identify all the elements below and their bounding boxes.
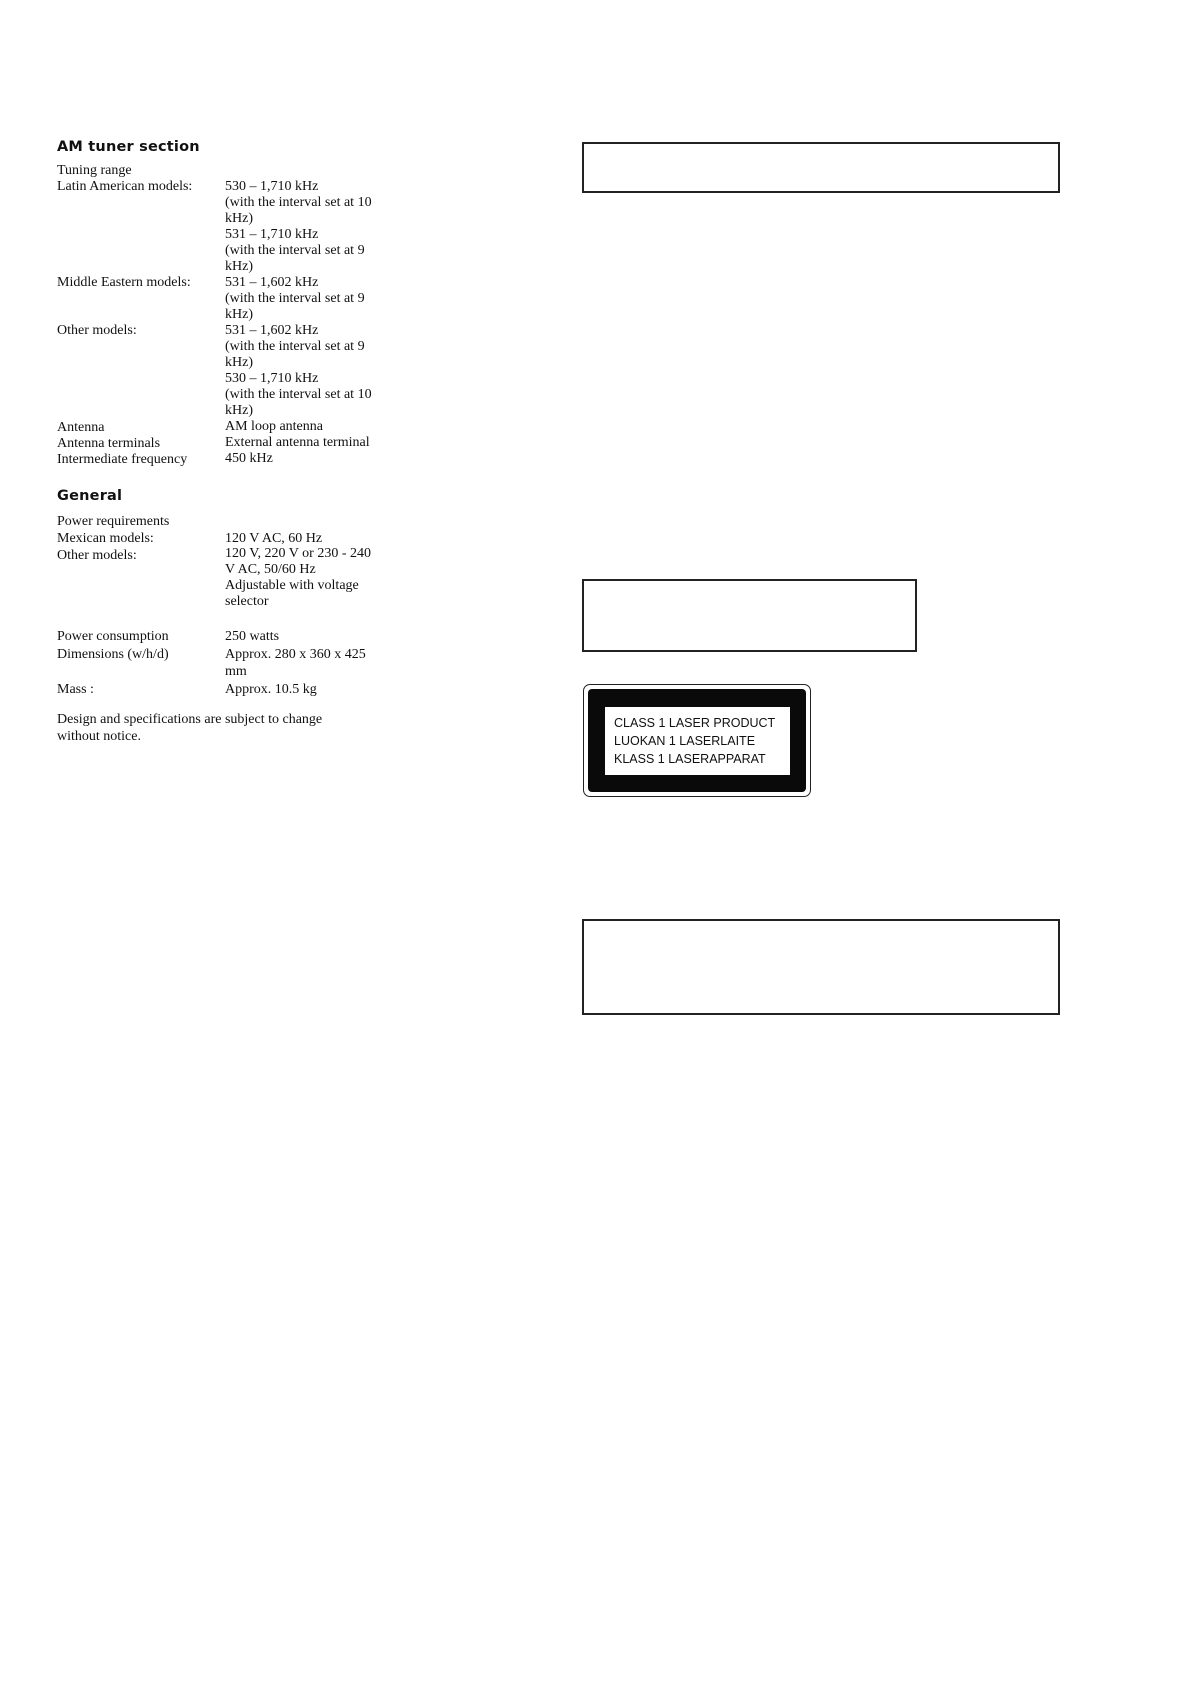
antenna-terminals-label: Antenna terminals xyxy=(57,436,161,451)
middle-eastern-label: Middle Eastern models: xyxy=(57,275,191,290)
dimensions-label: Dimensions (w/h/d) xyxy=(57,647,169,662)
dimensions-value-1: Approx. 280 x 360 x 425 xyxy=(225,647,366,662)
other-models-value-6: kHz) xyxy=(225,403,253,418)
latin-american-value-4: 531 – 1,710 kHz xyxy=(225,227,319,242)
middle-eastern-value-3: kHz) xyxy=(225,307,253,322)
general-other-models-value-2: V AC, 50/60 Hz xyxy=(225,562,316,577)
antenna-label: Antenna xyxy=(57,420,105,435)
antenna-terminals-value: External antenna terminal xyxy=(225,435,370,450)
spec-change-note-line-2: without notice. xyxy=(57,729,141,744)
mexican-models-label: Mexican models: xyxy=(57,531,154,546)
latin-american-value-3: kHz) xyxy=(225,211,253,226)
mass-label: Mass : xyxy=(57,682,94,697)
other-models-value-1: 531 – 1,602 kHz xyxy=(225,323,319,338)
latin-american-value-2: (with the interval set at 10 xyxy=(225,195,372,210)
general-heading: General xyxy=(57,488,123,504)
tuning-range-label: Tuning range xyxy=(57,163,132,178)
laser-label-text-area xyxy=(605,707,790,775)
empty-frame-middle xyxy=(582,579,917,652)
latin-american-label: Latin American models: xyxy=(57,179,193,194)
laser-label-line-1: CLASS 1 LASER PRODUCT xyxy=(614,716,776,730)
other-models-label: Other models: xyxy=(57,323,137,338)
laser-label-line-3: KLASS 1 LASERAPPARAT xyxy=(614,752,766,766)
intermediate-frequency-value: 450 kHz xyxy=(225,451,273,466)
general-other-models-value-1: 120 V, 220 V or 230 - 240 xyxy=(225,546,371,561)
empty-frame-bottom xyxy=(582,919,1060,1015)
laser-label-black-band xyxy=(588,689,806,792)
spec-change-note-line-1: Design and specifications are subject to change xyxy=(57,712,323,727)
latin-american-value-6: kHz) xyxy=(225,259,253,274)
latin-american-value-1: 530 – 1,710 kHz xyxy=(225,179,319,194)
empty-frame-top xyxy=(582,142,1060,193)
mexican-models-value: 120 V AC, 60 Hz xyxy=(225,531,323,546)
antenna-value: AM loop antenna xyxy=(225,419,323,434)
other-models-value-4: 530 – 1,710 kHz xyxy=(225,371,319,386)
mass-value: Approx. 10.5 kg xyxy=(225,682,317,697)
general-other-models-label: Other models: xyxy=(57,548,137,563)
general-other-models-value-3: Adjustable with voltage xyxy=(225,578,359,593)
am-tuner-heading: AM tuner section xyxy=(57,139,200,155)
other-models-value-2: (with the interval set at 9 xyxy=(225,339,365,354)
power-consumption-value: 250 watts xyxy=(225,629,280,644)
laser-product-label xyxy=(583,684,811,797)
other-models-value-5: (with the interval set at 10 xyxy=(225,387,372,402)
middle-eastern-value-1: 531 – 1,602 kHz xyxy=(225,275,319,290)
laser-label-line-2: LUOKAN 1 LASERLAITE xyxy=(614,734,756,748)
general-other-models-value-4: selector xyxy=(225,594,269,609)
power-requirements-label: Power requirements xyxy=(57,514,170,529)
power-consumption-label: Power consumption xyxy=(57,629,169,644)
intermediate-frequency-label: Intermediate frequency xyxy=(57,452,188,467)
dimensions-value-2: mm xyxy=(225,664,247,679)
middle-eastern-value-2: (with the interval set at 9 xyxy=(225,291,365,306)
latin-american-value-5: (with the interval set at 9 xyxy=(225,243,365,258)
other-models-value-3: kHz) xyxy=(225,355,253,370)
